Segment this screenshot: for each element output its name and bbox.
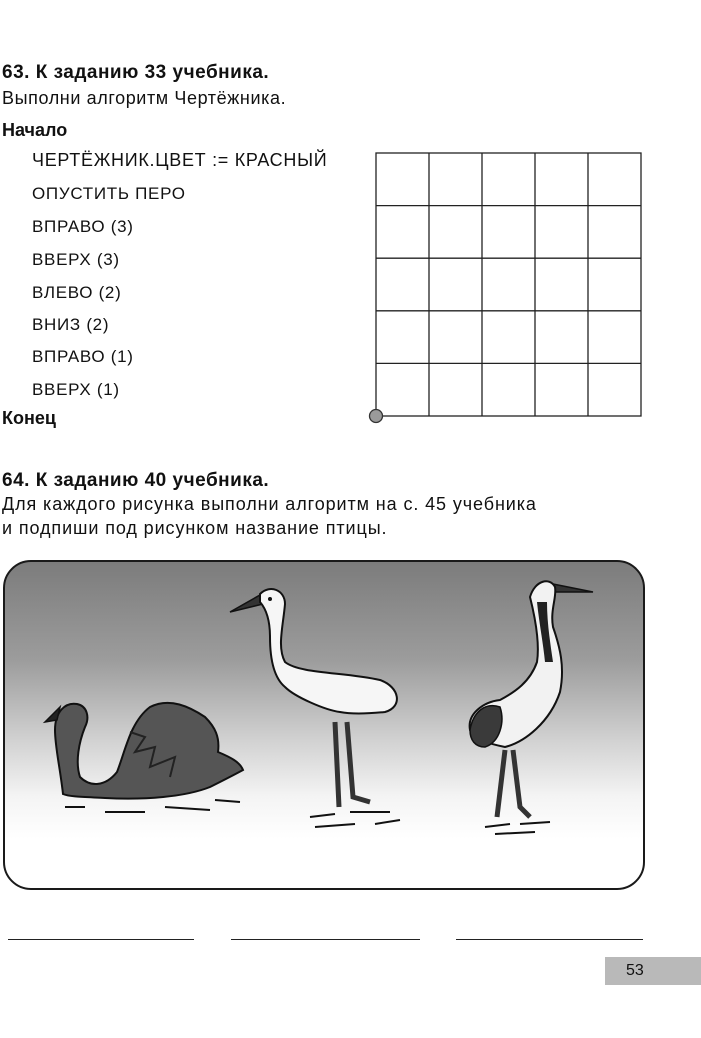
red-crowned-crane-illustration <box>470 581 593 834</box>
task-64-instruction-line-2: и подпиши под рисунком название птицы. <box>2 518 388 538</box>
task-64-title: 64. К заданию 40 учебника. <box>2 470 270 491</box>
task-63-title: 63. К заданию 33 учебника. <box>2 62 270 83</box>
white-crane-illustration <box>230 589 400 827</box>
task-63-instruction: Выполни алгоритм Чертёжника. <box>2 88 287 108</box>
answer-line-red-crowned-crane[interactable] <box>456 939 643 940</box>
algorithm-command: ВПРАВО (1) <box>32 347 134 366</box>
drawing-grid[interactable] <box>362 145 652 435</box>
algorithm-command: ОПУСТИТЬ ПЕРО <box>32 184 186 203</box>
task-64-instruction-line-1: Для каждого рисунка выполни алгоритм на с. 45 учебника <box>2 494 537 514</box>
start-point-dot <box>370 410 383 423</box>
grid-border <box>376 153 641 416</box>
swan-illustration <box>45 703 243 812</box>
algorithm-command: ЧЕРТЁЖНИК.ЦВЕТ := КРАСНЫЙ <box>32 150 328 170</box>
algorithm-command: ВВЕРХ (1) <box>32 380 120 399</box>
birds-picture <box>3 560 645 890</box>
answer-line-swan[interactable] <box>8 939 194 940</box>
answer-line-white-crane[interactable] <box>231 939 420 940</box>
algorithm-end-label: Конец <box>2 408 56 428</box>
page-number: 53 <box>626 962 644 979</box>
algorithm-command: ВНИЗ (2) <box>32 315 110 334</box>
algorithm-command: ВПРАВО (3) <box>32 217 134 236</box>
page-number-badge <box>605 957 701 985</box>
algorithm-start-label: Начало <box>2 120 68 140</box>
algorithm-command: ВВЕРХ (3) <box>32 250 120 269</box>
algorithm-command: ВЛЕВО (2) <box>32 283 122 302</box>
